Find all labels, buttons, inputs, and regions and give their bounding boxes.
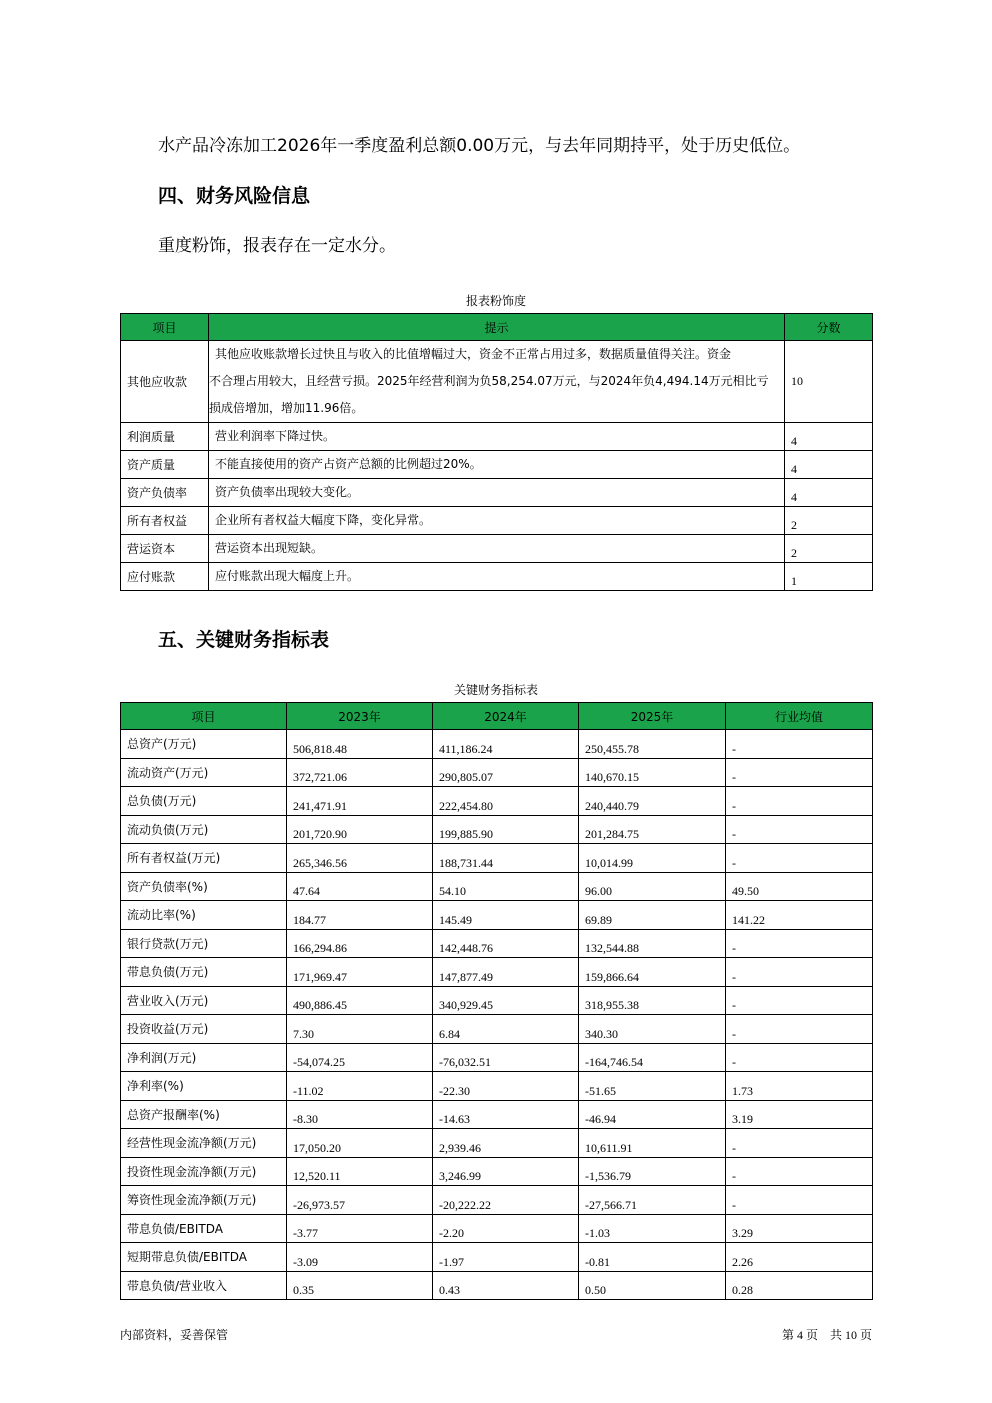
risk-score: 1 bbox=[785, 563, 873, 591]
table-row bbox=[121, 872, 873, 901]
header-item: 项目 bbox=[121, 314, 209, 341]
kpi-item: 流动负债(万元) bbox=[121, 815, 287, 844]
risk-hint-line: 营业利润率下降过快。 bbox=[215, 429, 336, 443]
table-row bbox=[121, 1243, 873, 1272]
kpi-item: 流动比率(%) bbox=[121, 901, 287, 930]
kpi-2023: 241,471.91 bbox=[287, 787, 433, 816]
risk-score: 4 bbox=[785, 451, 873, 479]
table-row bbox=[121, 986, 873, 1015]
header-hint: 提示 bbox=[209, 314, 785, 341]
kpi-industry-avg: - bbox=[726, 844, 873, 873]
kpi-industry-avg: - bbox=[726, 958, 873, 987]
kpi-industry-avg: - bbox=[726, 1157, 873, 1186]
risk-item: 其他应收款 bbox=[121, 341, 209, 423]
table-row bbox=[121, 929, 873, 958]
kpi-industry-avg: 3.19 bbox=[726, 1100, 873, 1129]
kpi-2023: -11.02 bbox=[287, 1072, 433, 1101]
kpi-2025: 10,014.99 bbox=[579, 844, 726, 873]
kpi-2024: 222,454.80 bbox=[433, 787, 579, 816]
table-row bbox=[121, 1214, 873, 1243]
table-row bbox=[121, 1100, 873, 1129]
kpi-industry-avg: - bbox=[726, 1186, 873, 1215]
kpi-industry-avg: - bbox=[726, 730, 873, 759]
kpi-2024: -76,032.51 bbox=[433, 1043, 579, 1072]
risk-hint bbox=[209, 507, 785, 535]
kpi-industry-avg: - bbox=[726, 758, 873, 787]
kpi-2023: 201,720.90 bbox=[287, 815, 433, 844]
risk-item: 营运资本 bbox=[121, 535, 209, 563]
table-row bbox=[121, 1271, 873, 1300]
kpi-2025: 250,455.78 bbox=[579, 730, 726, 759]
kpi-2025: 69.89 bbox=[579, 901, 726, 930]
risk-table bbox=[120, 313, 873, 591]
kpi-2023: -54,074.25 bbox=[287, 1043, 433, 1072]
table-row bbox=[121, 958, 873, 987]
kpi-item: 银行贷款(万元) bbox=[121, 929, 287, 958]
kpi-item: 营业收入(万元) bbox=[121, 986, 287, 1015]
risk-hint-line: 不能直接使用的资产占资产总额的比例超过20%。 bbox=[215, 457, 482, 471]
kpi-2025: 132,544.88 bbox=[579, 929, 726, 958]
kpi-2025: 0.50 bbox=[579, 1271, 726, 1300]
kpi-item: 带息负债/营业收入 bbox=[121, 1271, 287, 1300]
header-2024: 2024年 bbox=[433, 703, 579, 730]
section-5-heading: 五、关键财务指标表 bbox=[158, 629, 330, 651]
risk-score: 2 bbox=[785, 507, 873, 535]
header-score: 分数 bbox=[785, 314, 873, 341]
kpi-2023: 184.77 bbox=[287, 901, 433, 930]
page-current: 4 bbox=[796, 1328, 803, 1342]
risk-score: 10 bbox=[785, 341, 873, 423]
risk-hint bbox=[209, 479, 785, 507]
kpi-2024: 0.43 bbox=[433, 1271, 579, 1300]
kpi-2024: 411,186.24 bbox=[433, 730, 579, 759]
kpi-2023: 372,721.06 bbox=[287, 758, 433, 787]
kpi-2024: -2.20 bbox=[433, 1214, 579, 1243]
table-row bbox=[121, 787, 873, 816]
kpi-2023: 506,818.48 bbox=[287, 730, 433, 759]
table-row bbox=[121, 423, 873, 451]
table-row bbox=[121, 1129, 873, 1158]
kpi-2023: -3.77 bbox=[287, 1214, 433, 1243]
risk-hint bbox=[209, 563, 785, 591]
table-row bbox=[121, 758, 873, 787]
kpi-2024: 54.10 bbox=[433, 872, 579, 901]
kpi-industry-avg: 1.73 bbox=[726, 1072, 873, 1101]
risk-score: 4 bbox=[785, 423, 873, 451]
kpi-2024: -14.63 bbox=[433, 1100, 579, 1129]
kpi-2025: -51.65 bbox=[579, 1072, 726, 1101]
page-prefix: 第 bbox=[781, 1328, 794, 1342]
kpi-2025: 318,955.38 bbox=[579, 986, 726, 1015]
kpi-2025: 340.30 bbox=[579, 1015, 726, 1044]
risk-hint-line: 企业所有者权益大幅度下降，变化异常。 bbox=[215, 513, 432, 527]
table-row bbox=[121, 901, 873, 930]
kpi-item: 流动资产(万元) bbox=[121, 758, 287, 787]
risk-hint-line: 营运资本出现短缺。 bbox=[215, 541, 324, 555]
kpi-item: 投资性现金流净额(万元) bbox=[121, 1157, 287, 1186]
footer-page-number bbox=[782, 1326, 872, 1343]
kpi-2024: -20,222.22 bbox=[433, 1186, 579, 1215]
page-suffix: 页 bbox=[859, 1328, 872, 1342]
table-row bbox=[121, 1072, 873, 1101]
table-row bbox=[121, 844, 873, 873]
kpi-item: 经营性现金流净额(万元) bbox=[121, 1129, 287, 1158]
kpi-2024: 340,929.45 bbox=[433, 986, 579, 1015]
table-row bbox=[121, 1015, 873, 1044]
kpi-2025: 159,866.64 bbox=[579, 958, 726, 987]
kpi-industry-avg: - bbox=[726, 929, 873, 958]
kpi-industry-avg: - bbox=[726, 787, 873, 816]
kpi-table bbox=[120, 702, 873, 1300]
kpi-table-caption: 关键财务指标表 bbox=[453, 683, 538, 697]
kpi-2025: 10,611.91 bbox=[579, 1129, 726, 1158]
kpi-2024: 3,246.99 bbox=[433, 1157, 579, 1186]
kpi-item: 总资产报酬率(%) bbox=[121, 1100, 287, 1129]
kpi-item: 总负债(万元) bbox=[121, 787, 287, 816]
section-4-heading: 四、财务风险信息 bbox=[158, 185, 311, 207]
kpi-item: 净利率(%) bbox=[121, 1072, 287, 1101]
risk-summary: 重度粉饰，报表存在一定水分。 bbox=[158, 236, 396, 256]
kpi-item: 带息负债/EBITDA bbox=[121, 1214, 287, 1243]
risk-hint bbox=[209, 535, 785, 563]
table-row bbox=[121, 1157, 873, 1186]
kpi-2025: -0.81 bbox=[579, 1243, 726, 1272]
kpi-item: 所有者权益(万元) bbox=[121, 844, 287, 873]
risk-hint-line: 资产负债率出现较大变化。 bbox=[215, 485, 360, 499]
risk-item: 应付账款 bbox=[121, 563, 209, 591]
kpi-2025: -164,746.54 bbox=[579, 1043, 726, 1072]
page-total: 10 bbox=[844, 1328, 857, 1342]
table-row bbox=[121, 451, 873, 479]
kpi-item: 净利润(万元) bbox=[121, 1043, 287, 1072]
kpi-2023: 0.35 bbox=[287, 1271, 433, 1300]
table-row bbox=[121, 1043, 873, 1072]
table-row bbox=[121, 730, 873, 759]
risk-hint bbox=[209, 341, 785, 423]
risk-hint-line: 应付账款出现大幅度上升。 bbox=[215, 569, 360, 583]
kpi-industry-avg: - bbox=[726, 1043, 873, 1072]
kpi-industry-avg: 49.50 bbox=[726, 872, 873, 901]
kpi-industry-avg: 3.29 bbox=[726, 1214, 873, 1243]
table-row bbox=[121, 507, 873, 535]
table-row bbox=[121, 535, 873, 563]
kpi-industry-avg: - bbox=[726, 1015, 873, 1044]
kpi-2023: 17,050.20 bbox=[287, 1129, 433, 1158]
kpi-2023: 7.30 bbox=[287, 1015, 433, 1044]
kpi-item: 资产负债率(%) bbox=[121, 872, 287, 901]
footer-confidential: 内部资料，妥善保管 bbox=[120, 1328, 229, 1342]
kpi-2025: -46.94 bbox=[579, 1100, 726, 1129]
kpi-2024: 199,885.90 bbox=[433, 815, 579, 844]
kpi-industry-avg: - bbox=[726, 1129, 873, 1158]
risk-score: 4 bbox=[785, 479, 873, 507]
kpi-2024: 6.84 bbox=[433, 1015, 579, 1044]
kpi-industry-avg: - bbox=[726, 986, 873, 1015]
kpi-2025: 140,670.15 bbox=[579, 758, 726, 787]
kpi-industry-avg: 0.28 bbox=[726, 1271, 873, 1300]
risk-item: 利润质量 bbox=[121, 423, 209, 451]
kpi-2023: -8.30 bbox=[287, 1100, 433, 1129]
kpi-2024: 142,448.76 bbox=[433, 929, 579, 958]
header-2025: 2025年 bbox=[579, 703, 726, 730]
risk-item: 资产质量 bbox=[121, 451, 209, 479]
risk-hint-line: 其他应收账款增长过快且与收入的比值增幅过大，资金不正常占用过多，数据质量值得关注。资金 bbox=[215, 347, 732, 361]
table-row bbox=[121, 341, 873, 423]
kpi-item: 筹资性现金流净额(万元) bbox=[121, 1186, 287, 1215]
kpi-2024: -22.30 bbox=[433, 1072, 579, 1101]
kpi-table-header bbox=[121, 703, 873, 730]
kpi-2025: -1.03 bbox=[579, 1214, 726, 1243]
kpi-industry-avg: - bbox=[726, 815, 873, 844]
kpi-2024: 2,939.46 bbox=[433, 1129, 579, 1158]
kpi-2025: 96.00 bbox=[579, 872, 726, 901]
risk-hint bbox=[209, 423, 785, 451]
kpi-2025: -27,566.71 bbox=[579, 1186, 726, 1215]
header-2023: 2023年 bbox=[287, 703, 433, 730]
kpi-2023: 490,886.45 bbox=[287, 986, 433, 1015]
kpi-item: 投资收益(万元) bbox=[121, 1015, 287, 1044]
kpi-2024: -1.97 bbox=[433, 1243, 579, 1272]
risk-hint-line: 不合理占用较大，且经营亏损。2025年经营利润为负58,254.07万元，与2024年负4,494.14万元相比亏 bbox=[209, 374, 769, 388]
page-mid: 页 共 bbox=[805, 1328, 842, 1342]
kpi-industry-avg: 141.22 bbox=[726, 901, 873, 930]
kpi-2024: 145.49 bbox=[433, 901, 579, 930]
header-item: 项目 bbox=[121, 703, 287, 730]
kpi-2025: -1,536.79 bbox=[579, 1157, 726, 1186]
kpi-2024: 147,877.49 bbox=[433, 958, 579, 987]
table-row bbox=[121, 563, 873, 591]
kpi-2025: 240,440.79 bbox=[579, 787, 726, 816]
risk-table-header bbox=[121, 314, 873, 341]
intro-paragraph: 水产品冷冻加工2026年一季度盈利总额0.00万元，与去年同期持平，处于历史低位。 bbox=[158, 136, 801, 156]
risk-table-caption: 报表粉饰度 bbox=[465, 294, 526, 308]
kpi-2023: -3.09 bbox=[287, 1243, 433, 1272]
risk-item: 资产负债率 bbox=[121, 479, 209, 507]
kpi-item: 短期带息负债/EBITDA bbox=[121, 1243, 287, 1272]
risk-hint-line: 损成倍增加，增加11.96倍。 bbox=[209, 401, 364, 415]
header-industry-avg: 行业均值 bbox=[726, 703, 873, 730]
risk-score: 2 bbox=[785, 535, 873, 563]
risk-item: 所有者权益 bbox=[121, 507, 209, 535]
risk-hint bbox=[209, 451, 785, 479]
kpi-item: 总资产(万元) bbox=[121, 730, 287, 759]
kpi-2024: 188,731.44 bbox=[433, 844, 579, 873]
kpi-2023: 265,346.56 bbox=[287, 844, 433, 873]
kpi-2023: 47.64 bbox=[287, 872, 433, 901]
kpi-2023: 166,294.86 bbox=[287, 929, 433, 958]
kpi-2025: 201,284.75 bbox=[579, 815, 726, 844]
kpi-2024: 290,805.07 bbox=[433, 758, 579, 787]
kpi-2023: -26,973.57 bbox=[287, 1186, 433, 1215]
kpi-2023: 12,520.11 bbox=[287, 1157, 433, 1186]
table-row bbox=[121, 479, 873, 507]
kpi-item: 带息负债(万元) bbox=[121, 958, 287, 987]
table-row bbox=[121, 815, 873, 844]
kpi-industry-avg: 2.26 bbox=[726, 1243, 873, 1272]
kpi-2023: 171,969.47 bbox=[287, 958, 433, 987]
table-row bbox=[121, 1186, 873, 1215]
